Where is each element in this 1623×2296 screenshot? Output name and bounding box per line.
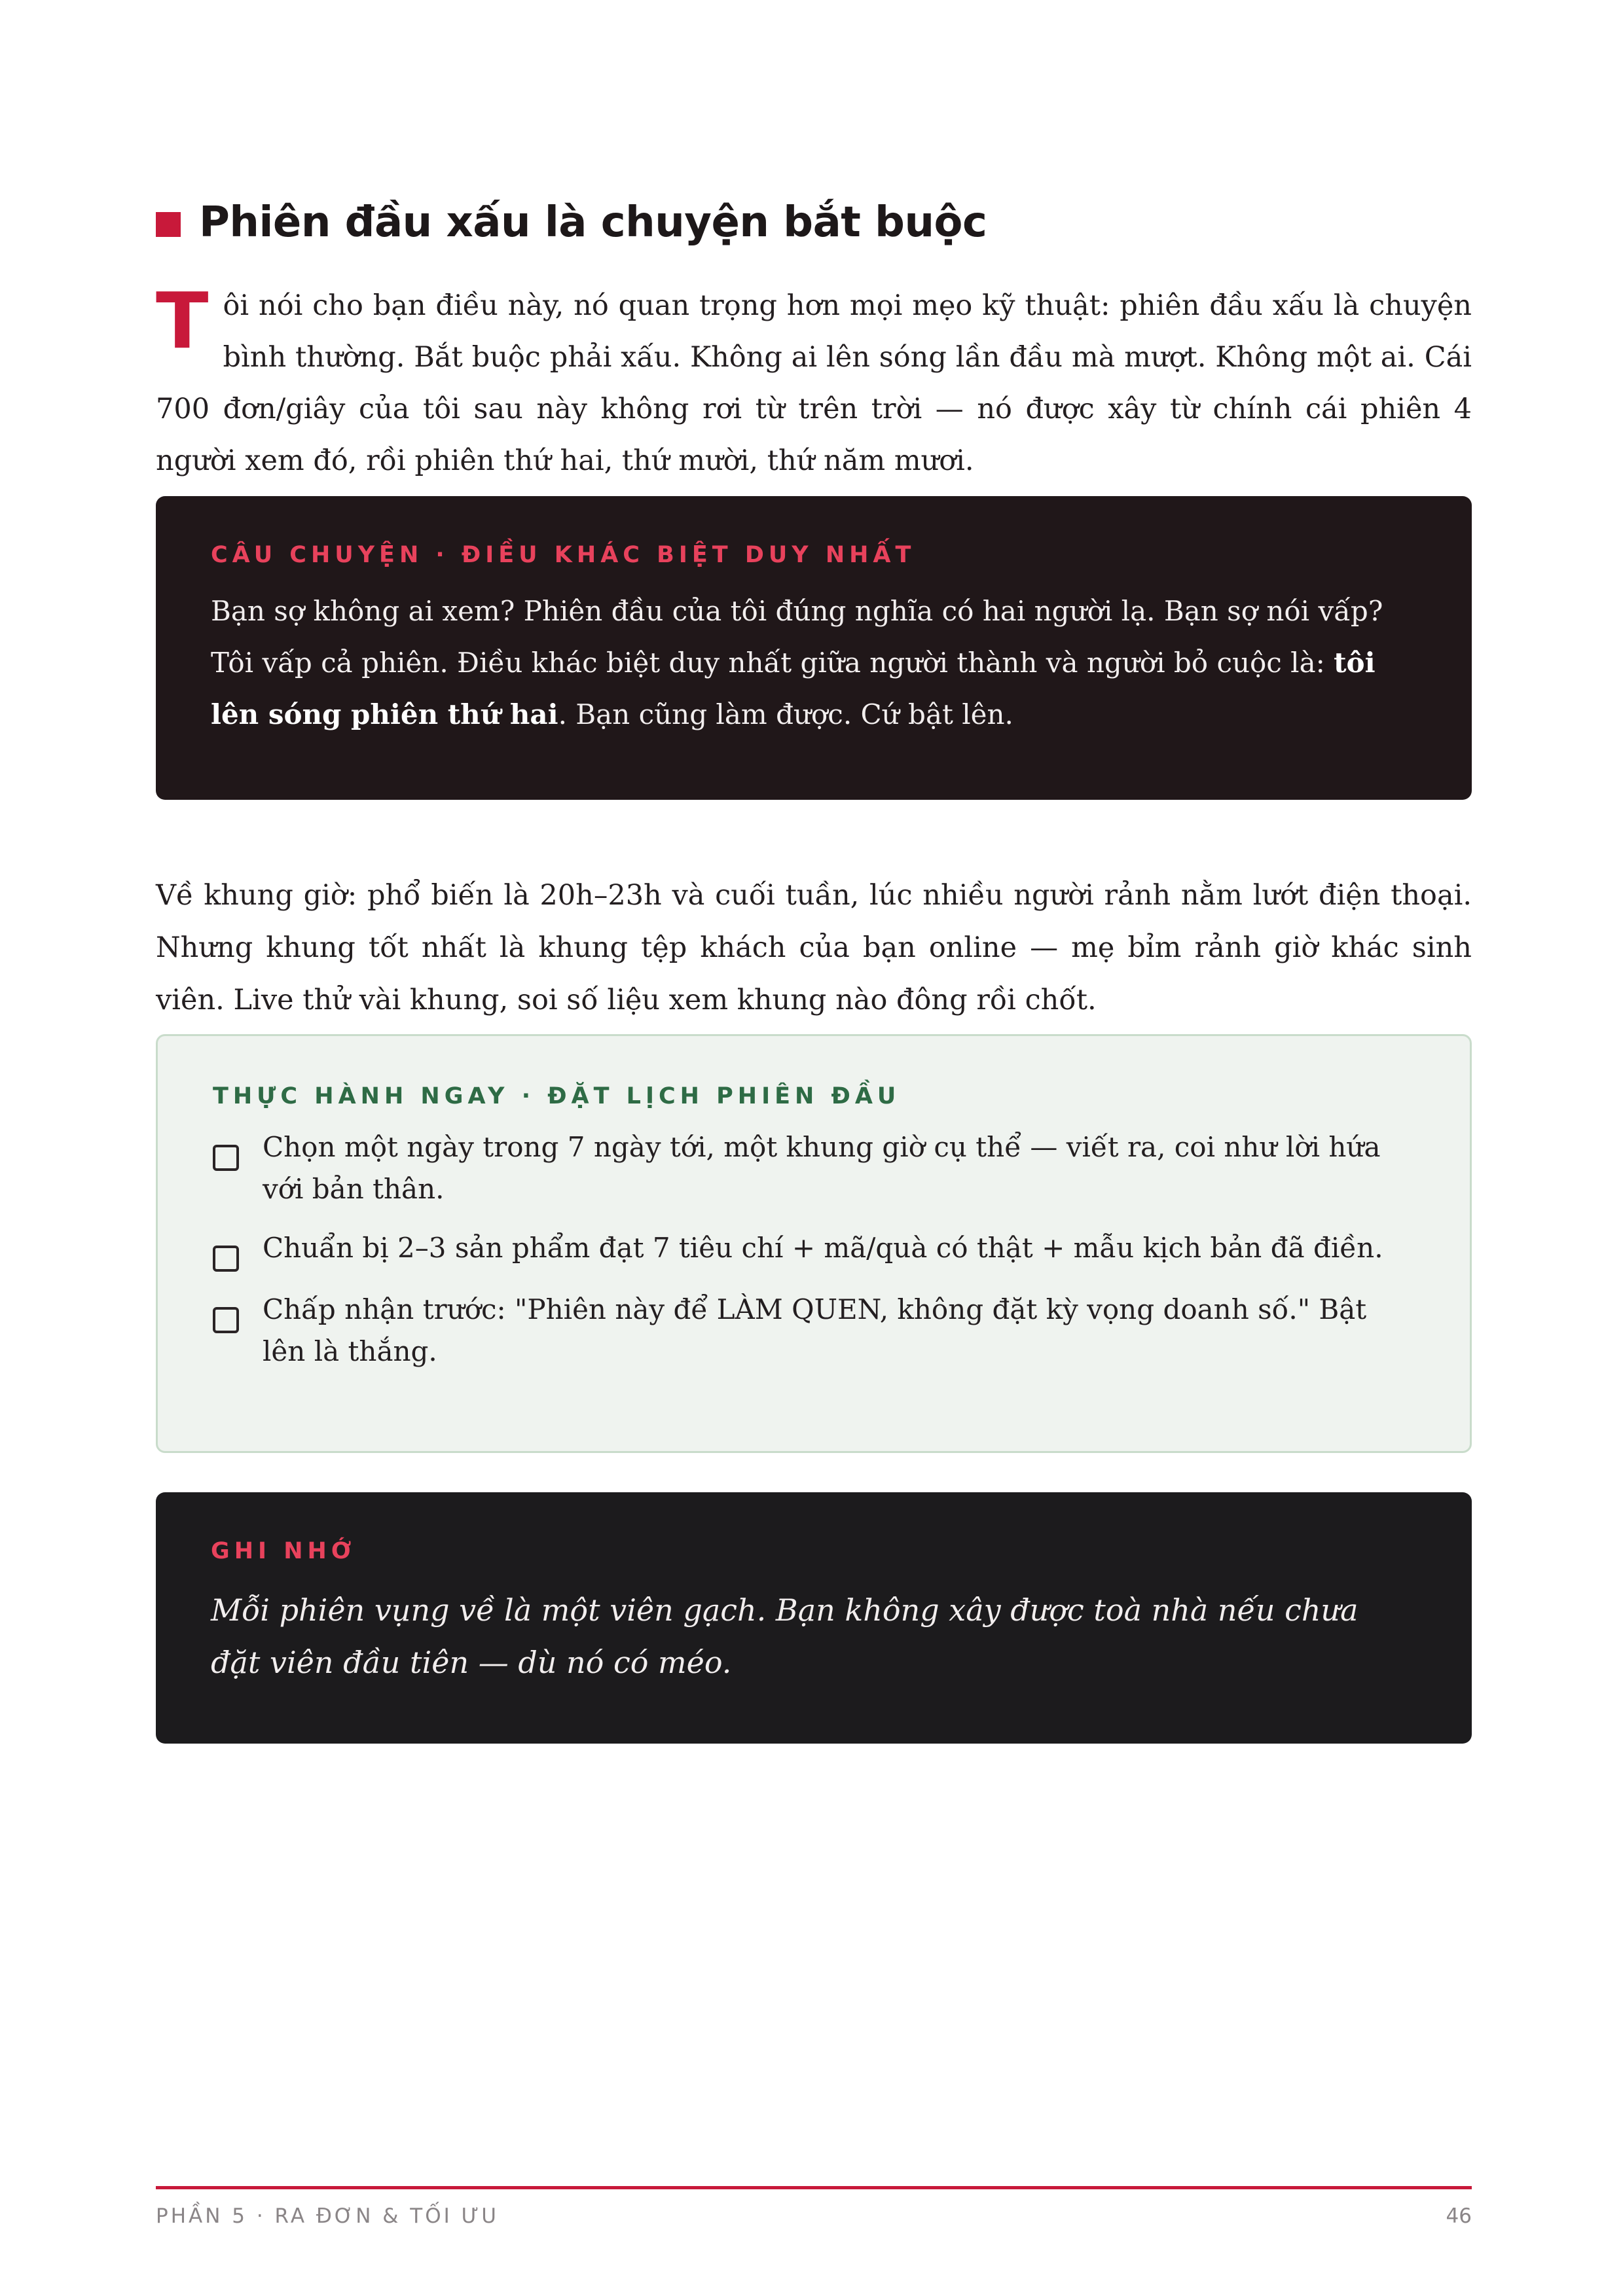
checklist-item-text: Chuẩn bị 2–3 sản phẩm đạt 7 tiêu chí + mã/quà có thật + mẫu kịch bản đã điền. (263, 1232, 1383, 1264)
story-box (156, 496, 1472, 800)
section-title (156, 193, 987, 252)
title-square-icon (156, 212, 181, 237)
intro-paragraph (156, 276, 1472, 487)
story-text-bold: tôi lên sóng phiên thứ hai (211, 647, 1376, 730)
story-box-label: CÂU CHUYỆN · ĐIỀU KHÁC BIỆT DUY NHẤT (211, 542, 916, 568)
note-box (156, 1492, 1472, 1744)
checklist-item (213, 1289, 1415, 1372)
practice-box-label: THỰC HÀNH NGAY · ĐẶT LỊCH PHIÊN ĐẦU (213, 1083, 901, 1109)
checklist-item (213, 1227, 1415, 1272)
checkbox-icon[interactable] (213, 1145, 239, 1171)
dropcap: T (156, 276, 209, 366)
checkbox-icon[interactable] (213, 1246, 239, 1272)
checklist (213, 1126, 1415, 1372)
checklist-item-text: Chọn một ngày trong 7 ngày tới, một khung giờ cụ thể — viết ra, coi như lời hứa với bản thân. (263, 1131, 1381, 1205)
story-box-text (211, 585, 1417, 740)
story-text-after: . Bạn cũng làm được. Cứ bật lên. (558, 698, 1013, 730)
checklist-item-text: Chấp nhận trước: "Phiên này để LÀM QUEN, không đặt kỳ vọng doanh số." Bật lên là thắng. (263, 1293, 1367, 1367)
note-box-label: GHI NHỚ (211, 1538, 356, 1564)
story-text-before: Bạn sợ không ai xem? Phiên đầu của tôi đúng nghĩa có hai người lạ. Bạn sợ nói vấp? Tôi vấp cả phiên. Điều khác biệt duy nhất giữa người thành và người bỏ cuộc là: (211, 595, 1383, 679)
practice-box (156, 1034, 1472, 1453)
note-box-text: Mỗi phiên vụng về là một viên gạch. Bạn không xây được toà nhà nếu chưa đặt viên đầu tiên — dù nó có méo. (211, 1592, 1359, 1680)
footer-divider (156, 2186, 1472, 2189)
intro-text: ôi nói cho bạn điều này, nó quan trọng hơn mọi mẹo kỹ thuật: phiên đầu xấu là chuyện bình thường. Bắt buộc phải xấu. Không ai lên sóng lần đầu mà mượt. Không một ai. Cái 700 đơn/giây của tôi sau này không rơi từ trên trời — nó được xây từ chính cái phiên 4 người xem đó, rồi phiên thứ hai, thứ mười, thứ năm mươi. (156, 289, 1472, 477)
section-title-text: Phiên đầu xấu là chuyện bắt buộc (199, 198, 987, 247)
checklist-item (213, 1126, 1415, 1210)
page-number: 46 (1446, 2204, 1472, 2228)
footer-chapter: PHẦN 5 · RA ĐƠN & TỐI ƯU (156, 2204, 499, 2228)
time-slot-paragraph: Về khung giờ: phổ biến là 20h–23h và cuối tuần, lúc nhiều người rảnh nằm lướt điện thoại. Nhưng khung tốt nhất là khung tệp khách của bạn online — mẹ bỉm rảnh giờ khác sinh viên. Live thử vài khung, soi số liệu xem khung nào đông rồi chốt. (156, 879, 1472, 1016)
checkbox-icon[interactable] (213, 1307, 239, 1333)
